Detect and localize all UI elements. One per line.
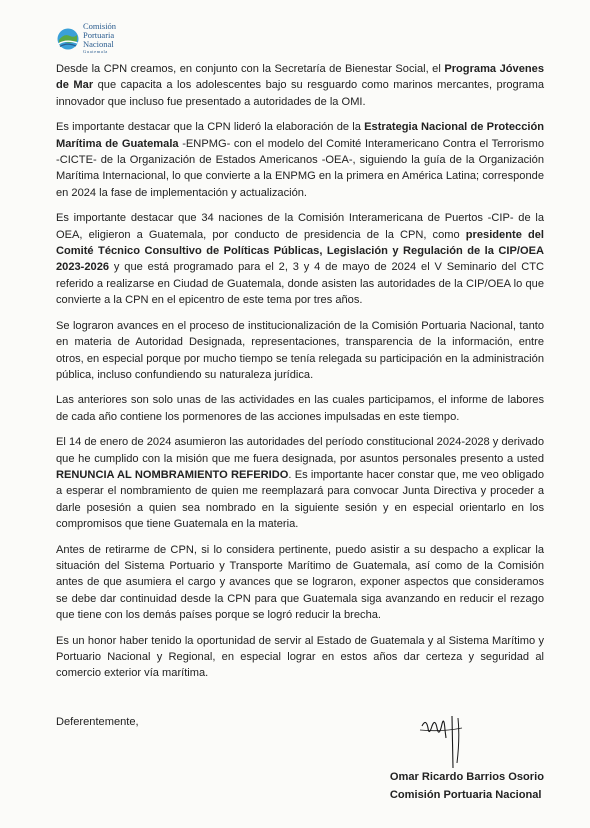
cpn-globe-logo-icon: [56, 27, 80, 51]
paragraph: [56, 61, 544, 110]
text-run: Es importante destacar que la CPN lideró la elaboración de la: [56, 121, 365, 134]
bold-text: Estrategia Nacional de Protección Marítima de Guatemala: [56, 121, 544, 150]
logo-line-3: Nacional: [83, 39, 114, 49]
paragraph: [56, 318, 544, 384]
letter-body: [56, 61, 544, 691]
bold-text: RENUNCIA AL NOMBRAMIENTO REFERIDO: [56, 468, 289, 481]
logo-line-4: Guatemala: [83, 49, 108, 54]
paragraph: [56, 434, 544, 532]
text-run: . Es importante hacer constar que, me veo obligado a esperar el nombramiento de quien me reemplazará para convocar Junta Directiva y proceder a darle posesión a quien sea nombrado en la siguiente sesión y en especial orientarlo en los compromisos que tiene Guatemala en la materia.: [56, 468, 544, 531]
paragraph: [56, 542, 544, 624]
closing-salutation: Deferentemente,: [56, 716, 139, 728]
signature-block: [56, 716, 544, 801]
logo-wordmark: [83, 22, 116, 55]
signer-details: [390, 768, 544, 804]
paragraph: [56, 392, 544, 425]
paragraph: [56, 119, 544, 201]
bold-text: presidente del Comité Técnico Consultivo de Políticas Públicas, Legislación y Regulación de la CIP/OEA 2023-2026: [56, 228, 544, 274]
bold-text: Programa Jóvenes de Mar: [56, 63, 545, 92]
signer-organization: Comisión Portuaria Nacional: [389, 789, 542, 801]
text-run: y que está programado para el 2, 3 y 4 de mayo de 2024 el V Seminario del CTC referido a realizarse en Ciudad de Guatemala, donde asisten las autoridades de la CIP/OEA lo que convierte a la CPN en el epicentro de este tema por tres años.: [56, 261, 544, 307]
logo-line-1: Comisión: [83, 21, 117, 31]
text-run: Es importante destacar que 34 naciones de la Comisión Interamericana de Puertos -CIP- de la OEA, eligieron a Guatemala, por conducto de presidencia de la CPN, como: [56, 212, 544, 241]
text-run: El 14 de enero de 2024 asumieron las autoridades del período constitucional 2024-2028 y derivado que he cumplido con la misión que me fuera designada, por asuntos personales presento a usted: [56, 436, 544, 465]
signer-name: Omar Ricardo Barrios Osorio: [389, 771, 544, 783]
text-run: que capacita a los adolescentes bajo su resguardo como marinos mercantes, programa innovador que incluso fue presentado a autoridades de la OMI.: [56, 79, 544, 108]
text-run: -ENPMG- con el modelo del Comité Interamericano Contra el Terrorismo -CICTE- de la Organización de Estados Americanos -OEA-, siguiendo la guía de la Organización Marítima Internacional, lo que convierte a la ENPMG en la primera en América Latina; corresponde en 2024 la fase de implementación y actualización.: [56, 137, 544, 199]
paragraph: [56, 210, 544, 308]
text-run: Desde la CPN creamos, en conjunto con la Secretaría de Bienestar Social, el: [56, 63, 445, 75]
paragraph: [56, 633, 544, 682]
cpn-logo: [56, 22, 116, 55]
logo-line-2: Portuaria: [83, 30, 115, 40]
text-run: Se lograron avances en el proceso de institucionalización de la Comisión Portuaria Nacional, tanto en materia de Autoridad Designada, representaciones, transparencia de la información, entre otros, en especial porque por mucho tiempo se tenía relegada su participación en la administración pública, incluso confundiendo su naturaleza jurídica.: [56, 319, 544, 381]
text-run: Es un honor haber tenido la oportunidad de servir al Estado de Guatemala y al Sistema Marítimo y Portuario Nacional y Regional, en especial lograr en estos años dar certeza y seguridad al comercio exterior vía marítima.: [56, 634, 544, 680]
text-run: Antes de retirarme de CPN, si lo considera pertinente, puedo asistir a su despacho a explicar la situación del Sistema Portuario y Transporte Marítimo de Guatemala, así como de la Comisión antes de que asumiera el cargo y avances que se lograron, exponer aspectos que consideramos se debe dar continuidad desde la CPN para que Guatemala siga avanzando en reducir el rezago que tiene con los demás países porque se logró reducir la brecha.: [56, 543, 544, 622]
text-run: Las anteriores son solo unas de las actividades en las cuales participamos, el informe de labores de cada año contiene los pormenores de las acciones impulsadas en este tiempo.: [56, 394, 544, 423]
